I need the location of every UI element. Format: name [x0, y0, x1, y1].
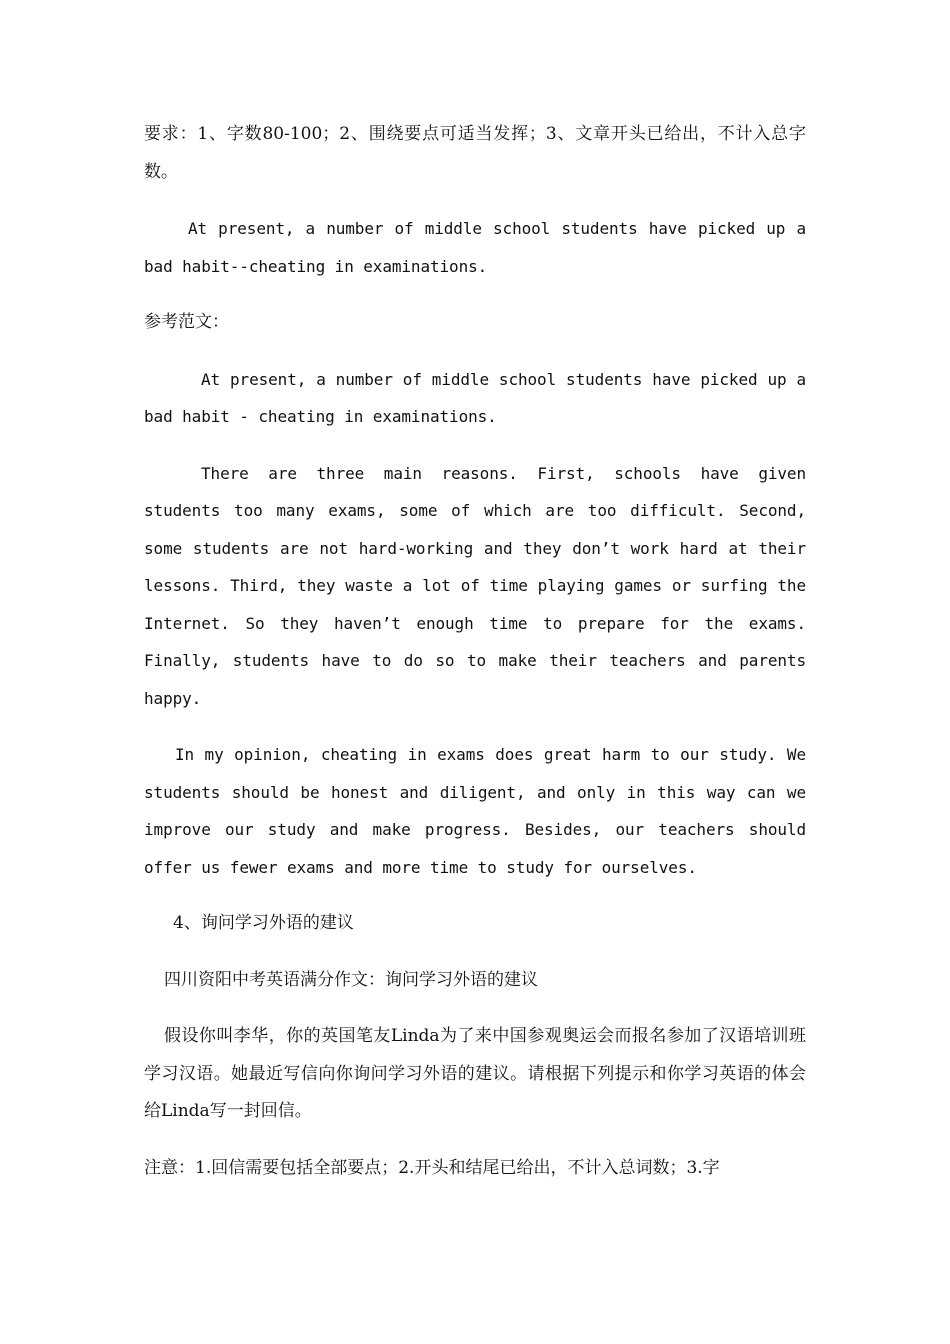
sample-heading: 参考范文： [144, 312, 229, 332]
section-title: 4、询问学习外语的建议 [173, 913, 354, 933]
given-opening-text: At present, a number of middle school students have picked up a bad habit--cheating in examinations. [144, 219, 806, 276]
essay-subtitle: 四川资阳中考英语满分作文：询问学习外语的建议 [164, 969, 538, 990]
note-text: 注意：1.回信需要包括全部要点；2.开头和结尾已给出，不计入总词数；3.字 [144, 1157, 720, 1178]
document-page [144, 116, 806, 1206]
sample-paragraph-3: In my opinion, cheating in exams does great harm to our study. We students should be honest and diligent, and only in this way can we improve our study and make progress. Besides, our teachers should offer us fewer exams and more time to study for ourselves. [144, 745, 806, 877]
prompt-text: 假设你叫李华，你的英国笔友Linda为了来中国参观奥运会而报名参加了汉语培训班学习汉语。她最近写信向你询问学习外语的建议。请根据下列提示和你学习英语的体会给Linda写一封回信。 [144, 1026, 806, 1121]
sample-paragraph-1: At present, a number of middle school students have picked up a bad habit - cheating in examinations. [144, 369, 806, 426]
sample-paragraph-2: There are three main reasons. First, schools have given students too many exams, some of which are too difficult. Second, some students are not hard-working and they don’t work hard at their lessons. Third, they waste a lot of time playing games or surfing the Internet. So they haven’t enough time to prepare for the exams. Finally, students have to do so to make their teachers and parents happy. [144, 463, 806, 708]
requirement-text: 要求：1、字数80-100；2、围绕要点可适当发挥；3、文章开头已给出，不计入总字数。 [144, 124, 806, 182]
